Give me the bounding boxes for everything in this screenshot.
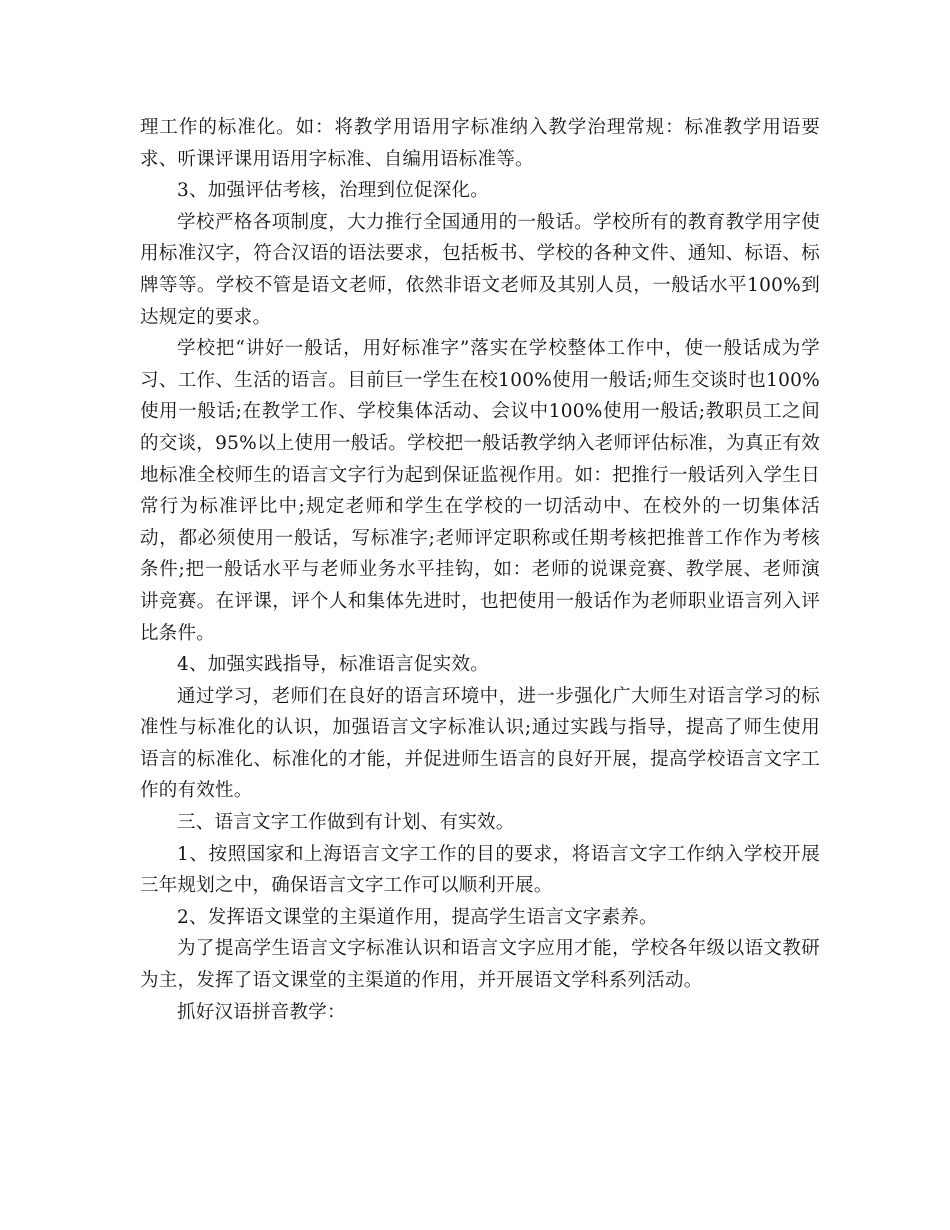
section-heading-three: 三、语言文字工作做到有计划、有实效。 (177, 812, 515, 834)
paragraph: 为了提高学生语言文字标准认识和语言文字应用才能，学校各年级以语文教研为主，发挥了语文课堂的主渠道的作用，并开展语文学科系列活动。 (140, 938, 820, 992)
list-item-1: 1、按照国家和上海语言文字工作的目的要求，将语言文字工作纳入学校开展三年规划之中，确保语言文字工作可以顺利开展。 (140, 843, 820, 897)
document-body (140, 112, 820, 1028)
list-item-2: 2、发挥语文课堂的主渠道作用，提高学生语言文字素养。 (177, 906, 658, 928)
section-heading-3: 3、加强评估考核，治理到位促深化。 (177, 180, 490, 202)
paragraph: 抓好汉语拼音教学： (177, 1001, 346, 1023)
paragraph: 学校严格各项制度，大力推行全国通用的一般话。学校所有的教育教学用字使用标准汉字，符合汉语的语法要求，包括板书、学校的各种文件、通知、标语、标牌等等。学校不管是语文老师，依然非语文老师及其别人员，一般话水平100%到达规定的要求。 (140, 211, 820, 328)
section-heading-4: 4、加强实践指导，标准语言促实效。 (177, 654, 490, 676)
paragraph: 学校把“讲好一般话，用好标准字”落实在学校整体工作中，使一般话成为学习、工作、生活的语言。目前巨一学生在校100%使用一般话;师生交谈时也100%使用一般话;在教学工作、学校集体活动、会议中100%使用一般话;教职员工之间的交谈，95%以上使用一般话。学校把一般话教学纳入老师评估标准，为真正有效地标准全校师生的语言文字行为起到保证监视作用。如：把推行一般话列入学生日常行为标准评比中;规定老师和学生在学校的一切活动中、在校外的一切集体活动，都必须使用一般话，写标准字;老师评定职称或任期考核把推普工作作为考核条件;把一般话水平与老师业务水平挂钩，如：老师的说课竞赛、教学展、老师演讲竞赛。在评课，评个人和集体先进时，也把使用一般话作为老师职业语言列入评比条件。 (140, 338, 820, 644)
paragraph: 通过学习，老师们在良好的语言环境中，进一步强化广大师生对语言学习的标准性与标准化的认识，加强语言文字标准认识;通过实践与指导，提高了师生使用语言的标准化、标准化的才能，并促进师生语言的良好开展，提高学校语言文字工作的有效性。 (140, 685, 820, 802)
paragraph-continuation: 理工作的标准化。如：将教学用语用字标准纳入教学治理常规：标准教学用语要求、听课评课用语用字标准、自编用语标准等。 (140, 117, 820, 170)
